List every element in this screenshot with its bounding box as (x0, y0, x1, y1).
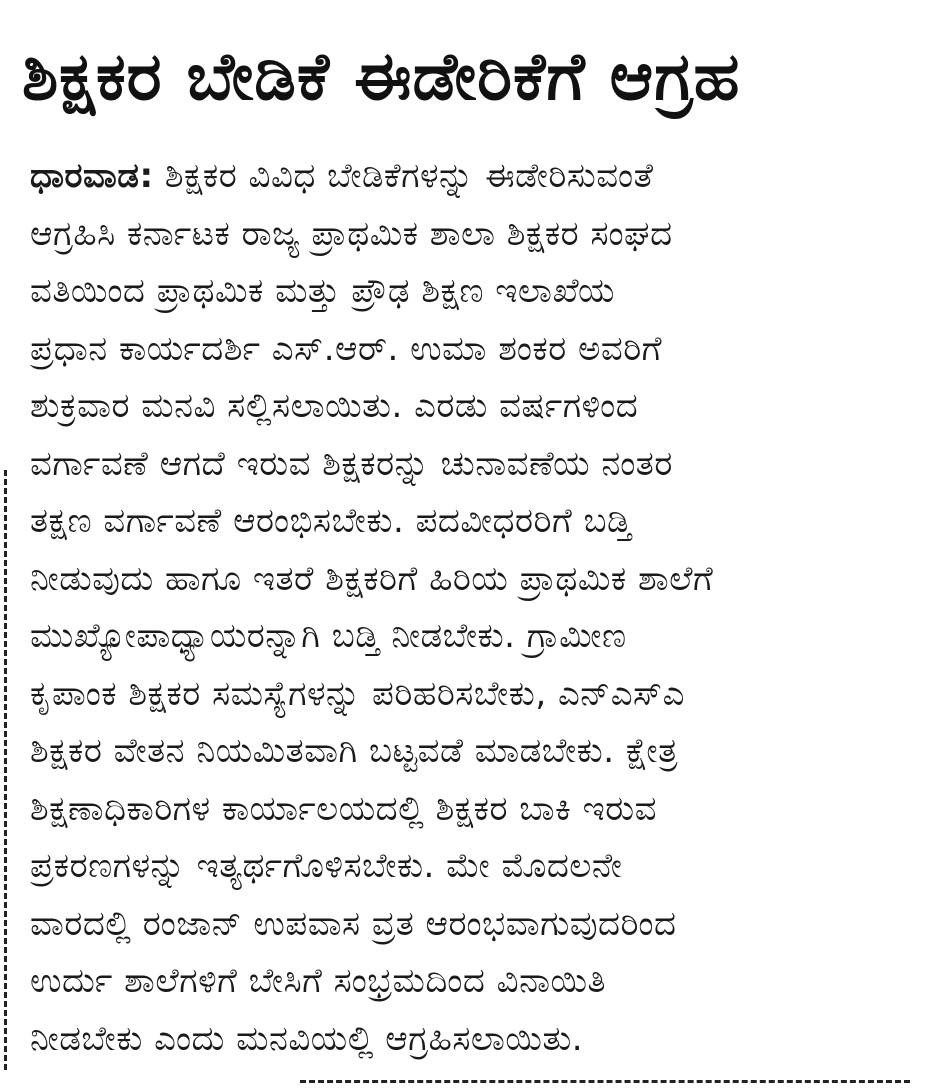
clipping-left-border (4, 470, 7, 1070)
article-line: ಉರ್ದು ಶಾಲೆಗಳಿಗೆ ಬೇಸಿಗೆ ಸಂಭ್ರಮದಿಂದ ವಿನಾಯಿತಿ (30, 961, 607, 1001)
article-line (30, 148, 910, 206)
article-line: ನೀಡುವುದು ಹಾಗೂ ಇತರೆ ಶಿಕ್ಷಕರಿಗೆ ಹಿರಿಯ ಪ್ರಾಥಮಿಕ ಶಾಲೆಗೆ (30, 558, 714, 599)
article-line: ಪ್ರಕರಣಗಳನ್ನು ಇತ್ಯರ್ಥಗೊಳಿಸಬೇಕು. ಮೇ ಮೊದಲನೇ (30, 846, 623, 886)
article-line: ಶಿಕ್ಷಕರ ವೇತನ ನಿಯಮಿತವಾಗಿ ಬಟ್ಟವಡೆ ಮಾಡಬೇಕು. ಕ್ಷೇತ್ರ (30, 731, 679, 771)
article-line: ತಕ್ಷಣ ವರ್ಗಾವಣೆ ಆರಂಭಿಸಬೇಕು. ಪದವೀಧರರಿಗೆ ಬಡ್ತಿ (30, 501, 632, 541)
dateline: ಧಾರವಾಡ: (30, 156, 154, 196)
article-line-text: ಶಿಕ್ಷಕರ ವಿವಿಧ ಬೇಡಿಕೆಗಳನ್ನು ಈಡೇರಿಸುವಂತೆ (153, 156, 654, 196)
article-body (30, 148, 910, 1068)
article-line: ಶುಕ್ರವಾರ ಮನವಿ ಸಲ್ಲಿಸಲಾಯಿತು. ಎರಡು ವರ್ಷಗಳಿಂದ (30, 386, 639, 426)
article-line: ವಾರದಲ್ಲಿ ರಂಜಾನ್ ಉಪವಾಸ ವ್ರತ ಆರಂಭವಾಗುವುದರಿಂದ (30, 903, 677, 944)
article-line: ಮುಖ್ಯೋಪಾಧ್ಯಾಯರನ್ನಾಗಿ ಬಡ್ತಿ ನೀಡಬೇಕು. ಗ್ರಾಮೀಣ (30, 616, 627, 656)
article-line: ವತಿಯಿಂದ ಪ್ರಾಥಮಿಕ ಮತ್ತು ಪ್ರೌಢ ಶಿಕ್ಷಣ ಇಲಾಖೆಯ (30, 271, 615, 311)
article-line: ಆಗ್ರಹಿಸಿ ಕರ್ನಾಟಕ ರಾಜ್ಯ ಪ್ರಾಥಮಿಕ ಶಾಲಾ ಶಿಕ್ಷಕರ ಸಂಘದ (30, 213, 673, 254)
article-line: ಪ್ರಧಾನ ಕಾರ್ಯದರ್ಶಿ ಎಸ್.ಆರ್. ಉಮಾ ಶಂಕರ ಅವರಿಗೆ (30, 328, 662, 369)
article-line: ಶಿಕ್ಷಣಾಧಿಕಾರಿಗಳ ಕಾರ್ಯಾಲಯದಲ್ಲಿ ಶಿಕ್ಷಕರ ಬಾಕಿ ಇರುವ (30, 788, 657, 829)
clipping-bottom-border (300, 1080, 910, 1083)
article-line: ಕೃಪಾಂಕ ಶಿಕ್ಷಕರ ಸಮಸ್ಯೆಗಳನ್ನು ಪರಿಹರಿಸಬೇಕು, ಎನ್‌ಎಸ್‌ಎ (30, 673, 685, 714)
article-line: ನೀಡಬೇಕು ಎಂದು ಮನವಿಯಲ್ಲಿ ಆಗ್ರಹಿಸಲಾಯಿತು. (30, 1018, 584, 1059)
headline: ಶಿಕ್ಷಕರ ಬೇಡಿಕೆ ಈಡೇರಿಕೆಗೆ ಆಗ್ರಹ (22, 38, 741, 115)
article-line: ವರ್ಗಾವಣೆ ಆಗದೆ ಇರುವ ಶಿಕ್ಷಕರನ್ನು ಚುನಾವಣೆಯ ನಂತರ (30, 443, 673, 484)
